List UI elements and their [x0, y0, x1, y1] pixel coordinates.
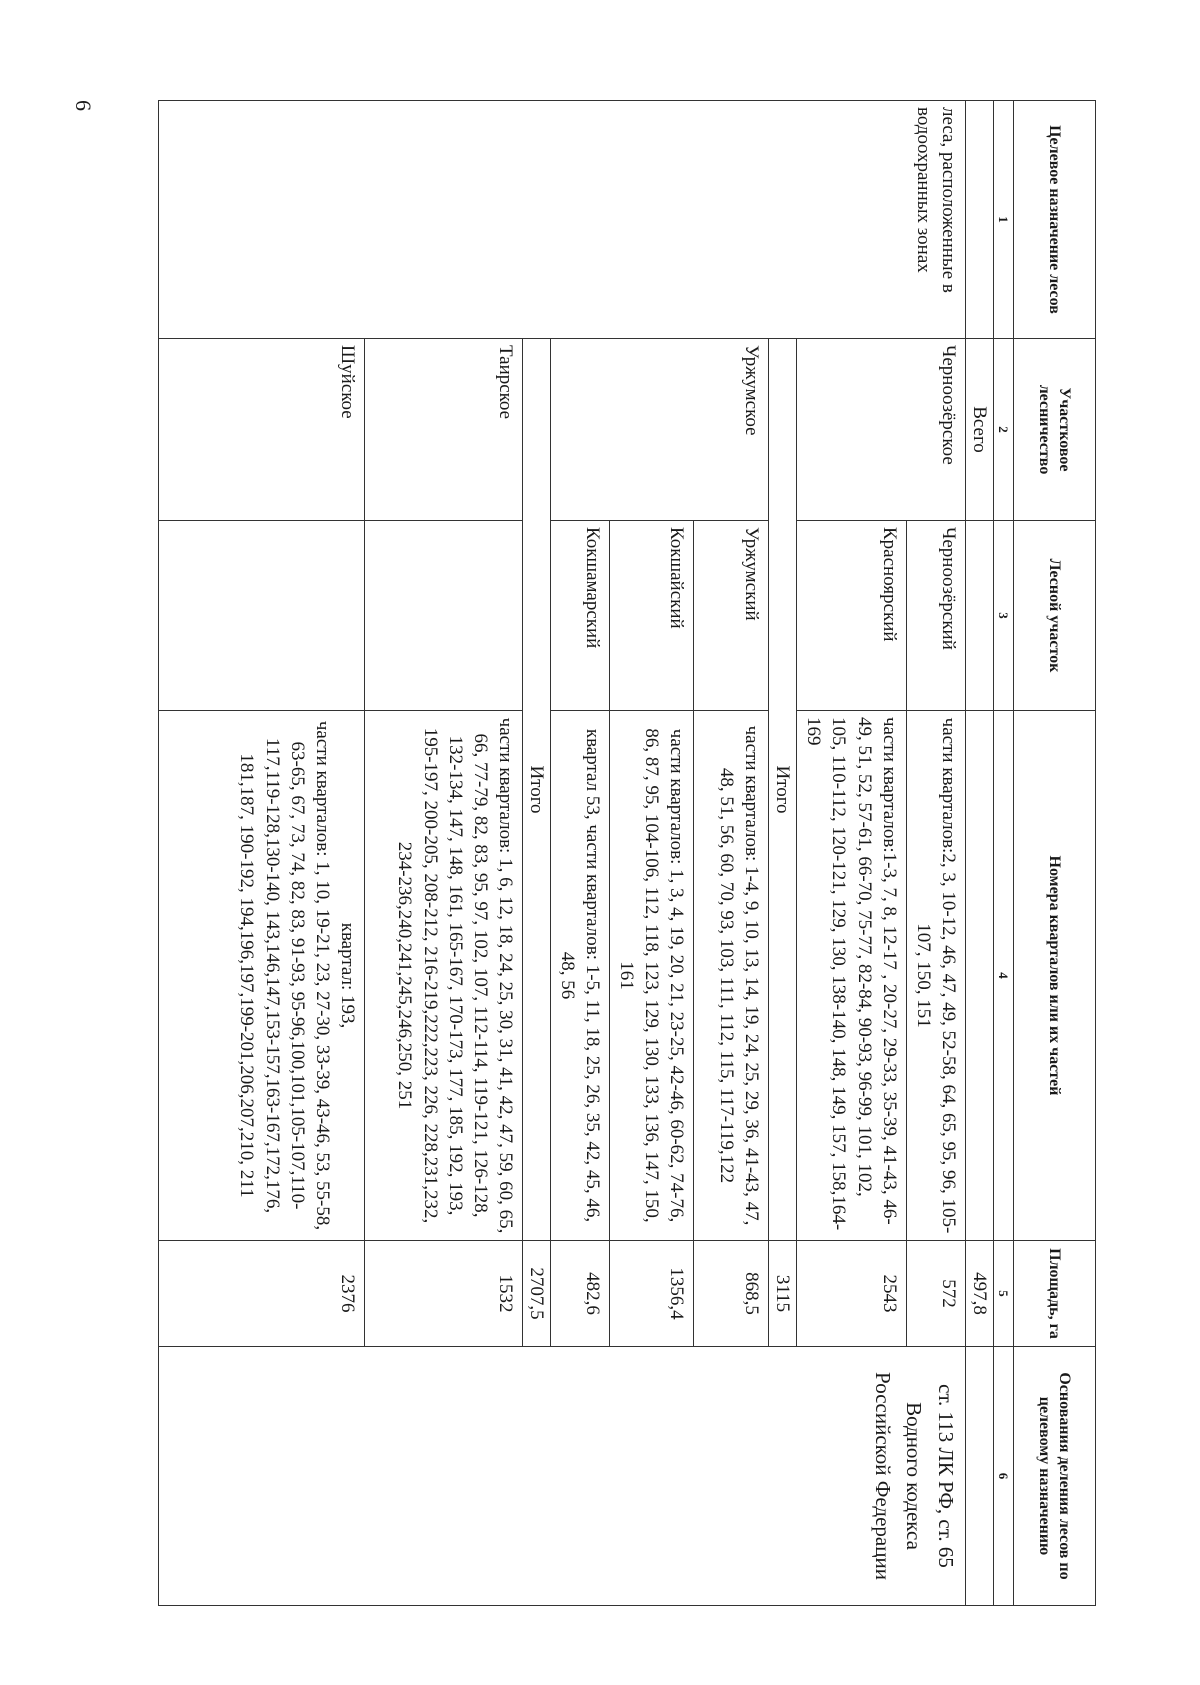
column-number: 6 [993, 1347, 1013, 1606]
header-district: Участковое лесничество [1014, 339, 1096, 521]
site-cell: Черноозёрский [906, 521, 965, 711]
column-number: 4 [993, 711, 1013, 1241]
forest-purpose-cell: леса, расположенные в водоохранных зонах [159, 101, 966, 339]
rotated-table-container [158, 100, 1096, 1605]
total-row [965, 101, 993, 1606]
area-cell: 2376 [159, 1241, 365, 1347]
district-cell: Таирское [364, 339, 522, 521]
header-basis: Основания деления лесов по целевому назначению [1014, 1347, 1096, 1606]
header-row [1014, 101, 1096, 1606]
subtotal-area: 2707,5 [522, 1241, 550, 1347]
basis-cell: ст. 113 ЛК РФ, ст. 65 Водного кодекса Российской Федерации [159, 1347, 966, 1606]
area-cell: 868,5 [694, 1241, 769, 1347]
site-cell: Кокшайский [609, 521, 693, 711]
district-cell: Уржумское [550, 339, 768, 521]
subtotal-label: Итого [769, 339, 797, 1241]
area-cell: 482,6 [550, 1241, 609, 1347]
area-cell: 1532 [364, 1241, 522, 1347]
total-label: Всего [965, 339, 993, 521]
quarters-text: части кварталов: 1, 10, 19-21, 23, 27-30, 33-39, 43-46, 53, 55-58, 63-65, 67, 73, 74, 82, 83, 91-93, 95-96,100,101,105-107,110-117,119-128,130-140, 143,146,147,153-157,163-167,172,176, 181,187, 190-192, 194,196,197,199-201,206,207,210, 211 [236, 720, 333, 1231]
header-area: Площадь, га [1014, 1241, 1096, 1347]
column-number: 3 [993, 521, 1013, 711]
quarters-cell: части кварталов:2, 3, 10-12, 46, 47, 49, 52-58, 64, 65, 95, 96, 105-107, 150, 151 [906, 711, 965, 1241]
site-cell: Уржумский [694, 521, 769, 711]
table-row [906, 101, 965, 1606]
site-cell: Красноярский [797, 521, 906, 711]
quarters-cell: части кварталов:1-3, 7, 8, 12-17 , 20-27, 29-33, 35-39, 41-43, 46-49, 51, 52, 57-61, 66-70, 75-77, 82-84, 90-93, 96-99, 101, 102, 105, 110-112, 120-121, 129, 130, 138-140, 148, 149, 157, 158,164-169 [797, 711, 906, 1241]
area-cell: 572 [906, 1241, 965, 1347]
quarters-cell: части кварталов: 1-4, 9, 10, 13, 14, 19, 24, 25, 29, 36, 41-43, 47, 48, 51, 56, 60, 70, 93, 103, 111, 112, 115, 117-119,122 [694, 711, 769, 1241]
area-cell: 1356,4 [609, 1241, 693, 1347]
quarters-cell: квартал 53, части кварталов: 1-5, 11, 18, 25, 26, 35, 42, 45, 46, 48, 56 [550, 711, 609, 1241]
header-quarters: Номера кварталов или их частей [1014, 711, 1096, 1241]
header-site: Лесной участок [1014, 521, 1096, 711]
site-cell: Кокшамарский [550, 521, 609, 711]
subtotal-area: 3115 [769, 1241, 797, 1347]
quarters-cell: части кварталов: 1, 6, 12, 18, 24, 25, 30, 31, 41, 42, 47, 59, 60, 65, 66, 77-79, 82, 83, 95, 97, 102, 107, 112-114, 119-121, 126-128, 132-134, 147, 148, 161, 165-167, 170-173, 177, 185, 192, 193, 195-197, 200-205, 208-212, 216-219,222,223, 226, 228,231,232, 234-236,240,241,245,246,250, 251 [364, 711, 522, 1241]
quarters-cell [159, 711, 365, 1241]
district-cell: Шуйское [159, 339, 365, 521]
page-number: 6 [71, 100, 96, 111]
column-number: 2 [993, 339, 1013, 521]
header-purpose: Целевое назначение лесов [1014, 101, 1096, 339]
forest-purpose-table [158, 100, 1096, 1606]
total-area: 497,8 [965, 1241, 993, 1347]
column-numbers-row [993, 101, 1013, 1606]
district-cell: Черноозёрское [797, 339, 965, 521]
subtotal-label: Итого [522, 339, 550, 1241]
quarters-cell: части кварталов: 1, 3, 4, 19, 20, 21, 23-25, 42-46, 60-62, 74-76, 86, 87, 95, 104-106, 112, 118, 123, 129, 130, 133, 136, 147, 150, 161 [609, 711, 693, 1241]
column-number: 1 [993, 101, 1013, 339]
column-number: 5 [993, 1241, 1013, 1347]
area-cell: 2543 [797, 1241, 906, 1347]
quarter-line: квартал: 193, [336, 922, 358, 1029]
